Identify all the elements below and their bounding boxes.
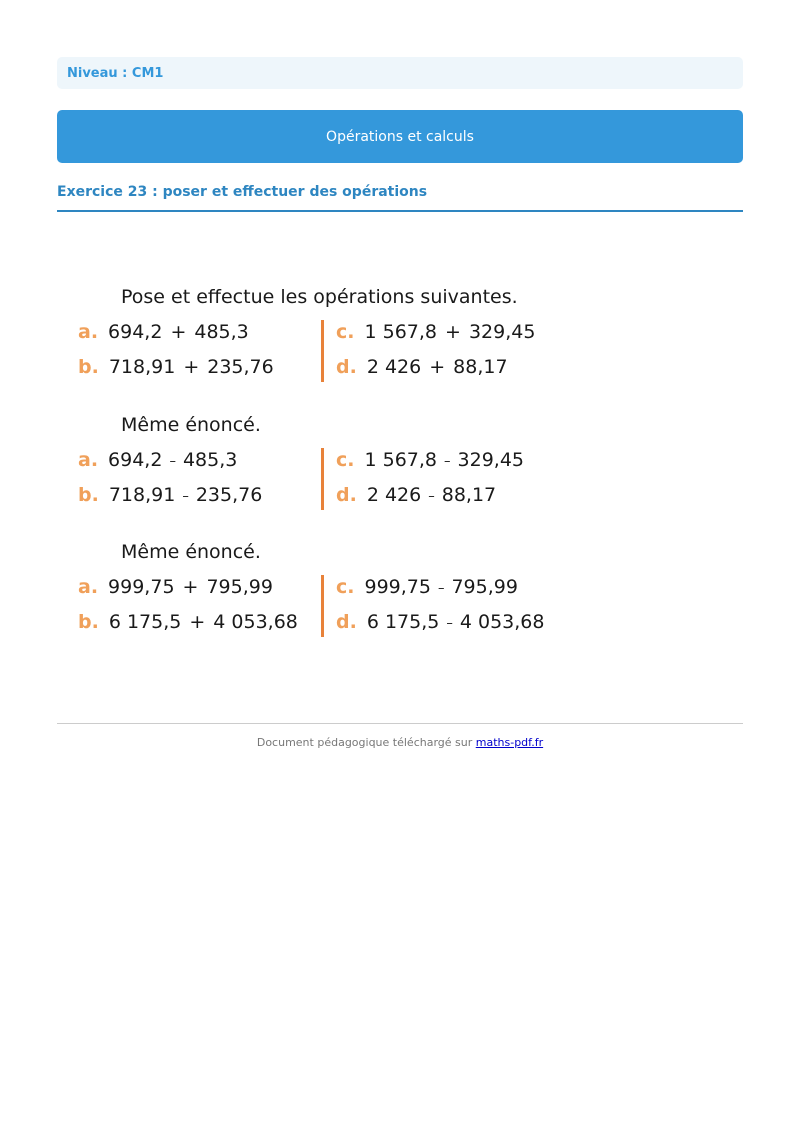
operand-left: 694,2 <box>108 321 163 343</box>
operand-right: 4 053,68 <box>459 611 545 633</box>
section-instruction: Même énoncé. <box>121 541 261 563</box>
operation-item-d <box>336 356 508 378</box>
operator: + <box>182 576 199 598</box>
operand-right: 88,17 <box>453 356 508 378</box>
operation-item-c <box>336 321 535 343</box>
item-letter: d. <box>336 356 357 378</box>
operation-item-d <box>336 611 544 633</box>
operation-item-b <box>78 484 262 506</box>
operation-item-d <box>336 484 496 506</box>
footer-link[interactable]: maths-pdf.fr <box>475 736 544 749</box>
item-letter: b. <box>78 356 99 378</box>
column-separator <box>321 320 324 382</box>
item-letter: a. <box>78 576 99 598</box>
operation-item-a <box>78 321 249 343</box>
item-letter: c. <box>336 576 355 598</box>
operand-right: 485,3 <box>182 449 238 471</box>
operand-left: 694,2 <box>108 449 163 471</box>
section-instruction: Pose et effectue les opérations suivantes. <box>121 286 518 308</box>
operator: + <box>189 611 206 633</box>
operator: + <box>429 356 446 378</box>
operation-item-c <box>336 449 524 471</box>
operand-left: 1 567,8 <box>364 449 438 471</box>
operator: + <box>170 321 187 343</box>
item-letter: c. <box>336 449 355 471</box>
column-separator <box>321 448 324 510</box>
operand-left: 999,75 <box>108 576 175 598</box>
operand-right: 4 053,68 <box>213 611 298 633</box>
level-label: Niveau : CM1 <box>67 65 164 81</box>
operand-left: 6 175,5 <box>108 611 182 633</box>
item-letter: c. <box>336 321 355 343</box>
footer-text: Document pédagogique téléchargé sur <box>256 736 476 749</box>
operator: + <box>445 321 461 343</box>
operand-right: 235,76 <box>207 356 274 378</box>
operand-left: 2 426 <box>366 356 422 378</box>
operation-item-c <box>336 576 518 598</box>
footer <box>57 736 743 749</box>
operand-left: 1 567,8 <box>364 321 438 343</box>
operand-right: 329,45 <box>457 449 524 471</box>
operand-right: 795,99 <box>451 576 518 598</box>
banner-title: Opérations et calculs <box>326 128 474 145</box>
item-letter: d. <box>336 611 357 633</box>
column-separator <box>321 575 324 637</box>
operation-item-b <box>78 356 274 378</box>
operation-item-b <box>78 611 298 633</box>
item-letter: b. <box>78 611 99 633</box>
operand-left: 6 175,5 <box>366 611 440 633</box>
operator: – <box>444 454 451 469</box>
level-box <box>57 57 743 89</box>
operator: – <box>169 454 176 469</box>
item-letter: d. <box>336 484 357 506</box>
operator: – <box>182 489 189 504</box>
title-banner <box>57 110 743 163</box>
operand-left: 718,91 <box>108 484 176 506</box>
exercise-title: Exercice 23 : poser et effectuer des opérations <box>57 184 743 212</box>
operator: – <box>428 489 435 504</box>
operator: + <box>183 356 200 378</box>
section-instruction: Même énoncé. <box>121 414 261 436</box>
operand-left: 2 426 <box>366 484 422 506</box>
operand-left: 999,75 <box>364 576 431 598</box>
item-letter: b. <box>78 484 99 506</box>
operation-item-a <box>78 449 237 471</box>
operand-right: 795,99 <box>206 576 273 598</box>
operand-right: 485,3 <box>194 321 249 343</box>
item-letter: a. <box>78 321 99 343</box>
operand-right: 88,17 <box>441 484 497 506</box>
footer-divider <box>57 723 743 724</box>
operator: – <box>446 616 453 631</box>
item-letter: a. <box>78 449 99 471</box>
operand-right: 235,76 <box>195 484 263 506</box>
operand-left: 718,91 <box>108 356 176 378</box>
operation-item-a <box>78 576 273 598</box>
operand-right: 329,45 <box>468 321 536 343</box>
operator: – <box>437 581 445 596</box>
